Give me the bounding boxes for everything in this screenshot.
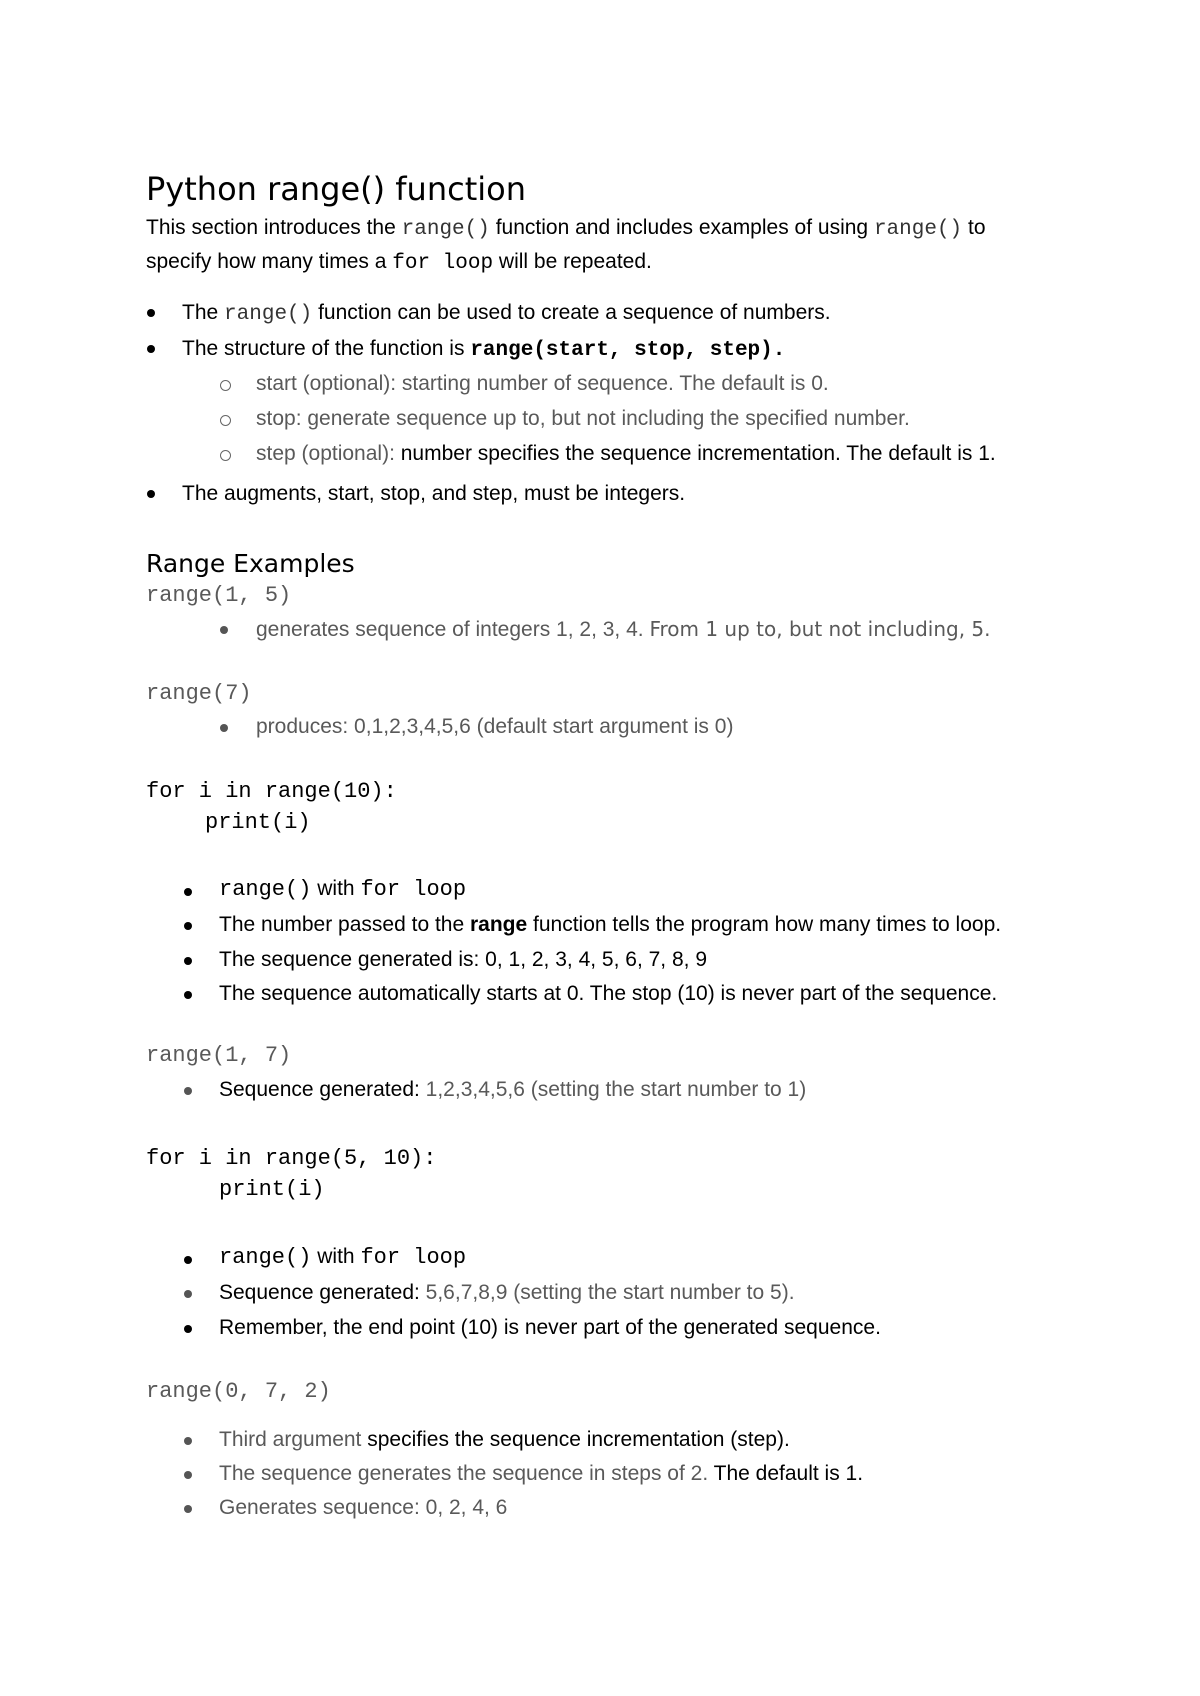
intro-text-3: to — [962, 216, 986, 239]
bullet-text: The default is 1. — [713, 1462, 864, 1485]
page-title: Python range() function — [146, 170, 526, 208]
bullet-text: function can be used to create a sequence of numbers. — [312, 301, 831, 324]
code-range-7: range(7) — [146, 681, 252, 706]
intro-code-3: for loop — [392, 252, 494, 275]
code-range-1-5: range(1, 5) — [146, 583, 292, 608]
ex6-bullet-2 — [219, 1462, 863, 1486]
bullet-dot — [184, 1325, 192, 1333]
bullet-text: function tells the program how many times to loop. — [527, 913, 1002, 936]
intro-line-2 — [146, 250, 652, 275]
bullet-dot — [184, 888, 192, 896]
code-for-loop-10-line1: for i in range(10): — [146, 779, 397, 804]
sub-bullet-start: start (optional): starting number of sequence. The default is 0. — [256, 372, 829, 395]
ex5-bullet-3: Remember, the end point (10) is never part of the generated sequence. — [219, 1316, 881, 1339]
ex3-bullet-3: The sequence generated is: 0, 1, 2, 3, 4, 5, 6, 7, 8, 9 — [219, 948, 707, 971]
bullet-text: Sequence generated: — [219, 1281, 426, 1304]
intro-text-2: function and includes examples of using — [489, 216, 874, 239]
ex6-bullet-1 — [219, 1428, 790, 1452]
bullet-code: for loop — [360, 1245, 467, 1270]
bullet-integers: The augments, start, stop, and step, must be integers. — [182, 482, 686, 505]
sub-bullet-circle — [220, 450, 231, 461]
bullet-text: The number passed to the — [219, 913, 470, 936]
code-range-0-7-2: range(0, 7, 2) — [146, 1379, 331, 1404]
sub-bullet-step — [256, 442, 996, 466]
bullet-code: for loop — [360, 877, 467, 902]
bullet-code: range() — [219, 1245, 312, 1270]
bullet-text: with — [311, 1245, 361, 1268]
code-for-loop-5-10-line2: print(i) — [219, 1177, 325, 1202]
bullet-text: Third argument — [219, 1428, 368, 1451]
bullet-text: range — [470, 913, 528, 936]
bullet-dot — [184, 1087, 192, 1095]
code-range-1-7: range(1, 7) — [146, 1043, 292, 1068]
bullet-text: specifies the sequence incrementation (step). — [367, 1428, 790, 1451]
bullet-dot — [184, 1505, 192, 1513]
bullet-text: The structure of the function is — [182, 337, 471, 360]
intro-code-2: range() — [873, 218, 963, 241]
bullet-dot — [184, 1437, 192, 1445]
bullet-text: The — [182, 301, 225, 324]
bullet-dot — [184, 957, 192, 965]
ex2-note: produces: 0,1,2,3,4,5,6 (default start argument is 0) — [256, 715, 734, 738]
ex5-bullet-2 — [219, 1281, 795, 1305]
intro-text-4: specify how many times a — [146, 250, 393, 273]
bullet-dot — [220, 724, 228, 732]
ex5-bullet-1 — [219, 1245, 466, 1270]
ex1-note — [256, 617, 991, 642]
sub-bullet-stop: stop: generate sequence up to, but not including the specified number. — [256, 407, 910, 430]
bullet-text: generates sequence of integers 1, 2, 3, 4. — [256, 618, 650, 641]
bullet-dot — [147, 345, 155, 353]
bullet-structure — [182, 337, 785, 362]
bullet-code: range(start, stop, step). — [470, 339, 786, 362]
bullet-code: range() — [224, 303, 313, 326]
section-heading-examples: Range Examples — [146, 549, 355, 578]
bullet-text: 5,6,7,8,9 (setting the start number to 5). — [425, 1281, 795, 1304]
bullet-dot — [184, 1256, 192, 1264]
ex3-bullet-2 — [219, 913, 1001, 937]
bullet-dot — [147, 490, 155, 498]
bullet-text: From 1 up to, but not including, 5. — [649, 617, 991, 641]
sub-bullet-circle — [220, 415, 231, 426]
bullet-range-intro — [182, 301, 831, 326]
bullet-text: number specifies the sequence incrementation. The default is 1. — [400, 442, 996, 465]
sub-bullet-circle — [220, 380, 231, 391]
intro-text-5: will be repeated. — [493, 250, 652, 273]
bullet-dot — [184, 1471, 192, 1479]
bullet-code: range() — [219, 877, 312, 902]
intro-line-1 — [146, 216, 986, 241]
ex3-bullet-4: The sequence automatically starts at 0. The stop (10) is never part of the sequence. — [219, 982, 998, 1005]
bullet-text: The sequence generates the sequence in steps of 2. — [219, 1462, 714, 1485]
bullet-dot — [184, 991, 192, 999]
bullet-text: 1,2,3,4,5,6 (setting the start number to 1) — [425, 1078, 807, 1101]
ex6-bullet-3: Generates sequence: 0, 2, 4, 6 — [219, 1496, 508, 1519]
bullet-dot — [220, 626, 228, 634]
bullet-dot — [184, 922, 192, 930]
code-for-loop-5-10-line1: for i in range(5, 10): — [146, 1146, 437, 1171]
bullet-dot — [147, 309, 155, 317]
bullet-text: Sequence generated: — [219, 1078, 426, 1101]
intro-code-1: range() — [401, 218, 490, 241]
bullet-text: with — [311, 877, 361, 900]
ex4-note — [219, 1078, 806, 1102]
ex3-bullet-1 — [219, 877, 466, 902]
bullet-text: step (optional): — [256, 442, 401, 465]
bullet-dot — [184, 1290, 192, 1298]
code-for-loop-10-line2: print(i) — [205, 810, 311, 835]
intro-text-1: This section introduces the — [146, 216, 402, 239]
